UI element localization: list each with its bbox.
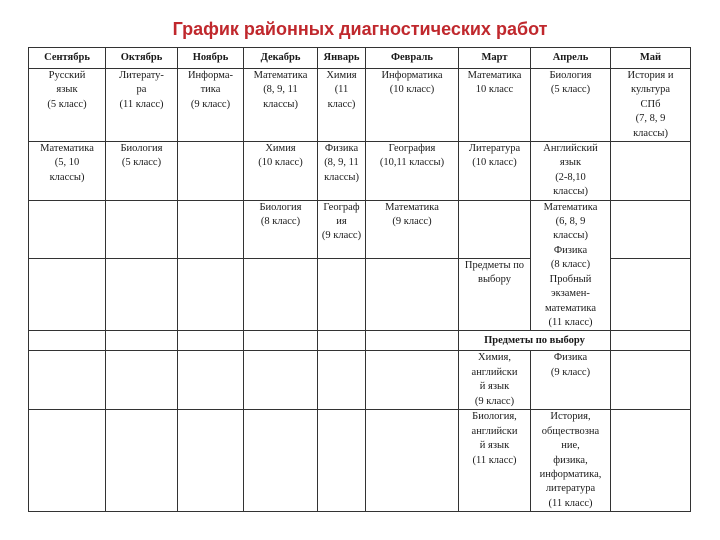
table-cell: Английский язык (2-8,10 классы) — [531, 142, 611, 201]
table-cell: Математика (9 класс) — [366, 200, 459, 258]
table-cell: Географ ия (9 класс) — [318, 200, 366, 258]
month-header-september: Сентябрь — [29, 48, 106, 69]
table-cell: Литература (10 класс) — [459, 142, 531, 201]
table-cell — [366, 258, 459, 330]
table-cell — [244, 351, 318, 410]
table-cell — [29, 258, 106, 330]
table-cell — [178, 200, 244, 258]
table-cell — [106, 258, 178, 330]
month-header-may: Май — [611, 48, 691, 69]
table-cell: Русский язык (5 класс) — [29, 69, 106, 142]
table-cell — [366, 351, 459, 410]
month-header-january: Январь — [318, 48, 366, 69]
table-cell — [29, 331, 106, 351]
table-cell — [611, 142, 691, 201]
table-cell: История и культура СПб (7, 8, 9 классы) — [611, 69, 691, 142]
table-cell: Химия (11 класс) — [318, 69, 366, 142]
table-cell — [611, 200, 691, 258]
table-cell — [106, 351, 178, 410]
table-cell — [29, 410, 106, 512]
table-row — [29, 142, 691, 201]
table-cell — [106, 331, 178, 351]
table-cell — [178, 351, 244, 410]
table-row — [29, 410, 691, 512]
table-cell: Математика (5, 10 классы) — [29, 142, 106, 201]
diagnostic-schedule-table — [28, 47, 691, 512]
month-header-october: Октябрь — [106, 48, 178, 69]
page-title: График районных диагностических работ — [172, 19, 548, 39]
table-cell — [178, 142, 244, 201]
month-header-april: Апрель — [531, 48, 611, 69]
table-cell — [611, 351, 691, 410]
table-cell: Биология (5 класс) — [531, 69, 611, 142]
month-header-february: Февраль — [366, 48, 459, 69]
table-cell: Химия, английски й язык (9 класс) — [459, 351, 531, 410]
table-cell — [611, 410, 691, 512]
table-row-electives-header — [29, 331, 691, 351]
month-header-november: Ноябрь — [178, 48, 244, 69]
table-cell — [611, 331, 691, 351]
table-cell: Математика 10 класс — [459, 69, 531, 142]
table-cell: Математика (6, 8, 9 классы) Физика (8 класс) Пробный экзамен- математика (11 класс) — [531, 200, 611, 331]
table-cell: Химия (10 класс) — [244, 142, 318, 201]
table-row — [29, 200, 691, 258]
table-cell — [106, 410, 178, 512]
table-cell — [318, 331, 366, 351]
table-cell — [244, 331, 318, 351]
table-cell: Физика (8, 9, 11 классы) — [318, 142, 366, 201]
header-row — [29, 48, 691, 69]
table-cell — [318, 351, 366, 410]
table-cell — [366, 410, 459, 512]
table-cell — [318, 410, 366, 512]
table-cell — [29, 351, 106, 410]
table-cell — [318, 258, 366, 330]
table-cell — [244, 258, 318, 330]
table-cell: Предметы по выбору — [459, 258, 531, 330]
table-cell — [106, 200, 178, 258]
electives-header: Предметы по выбору — [459, 331, 611, 351]
table-row — [29, 69, 691, 142]
table-cell: Информатика (10 класс) — [366, 69, 459, 142]
table-cell — [178, 410, 244, 512]
table-cell — [611, 258, 691, 330]
table-cell — [366, 331, 459, 351]
table-cell — [178, 331, 244, 351]
table-row — [29, 351, 691, 410]
month-header-december: Декабрь — [244, 48, 318, 69]
table-cell — [459, 200, 531, 258]
table-cell: Литерату- ра (11 класс) — [106, 69, 178, 142]
table-cell: Биология, английски й язык (11 класс) — [459, 410, 531, 512]
table-cell: Физика (9 класс) — [531, 351, 611, 410]
table-cell: Математика (8, 9, 11 классы) — [244, 69, 318, 142]
table-cell: История, обществозна ние, физика, информатика, литература (11 класс) — [531, 410, 611, 512]
table-cell: География (10,11 классы) — [366, 142, 459, 201]
table-cell: Информа- тика (9 класс) — [178, 69, 244, 142]
table-cell — [244, 410, 318, 512]
table-cell: Биология (5 класс) — [106, 142, 178, 201]
table-cell — [29, 200, 106, 258]
table-cell: Биология (8 класс) — [244, 200, 318, 258]
table-cell — [178, 258, 244, 330]
month-header-march: Март — [459, 48, 531, 69]
